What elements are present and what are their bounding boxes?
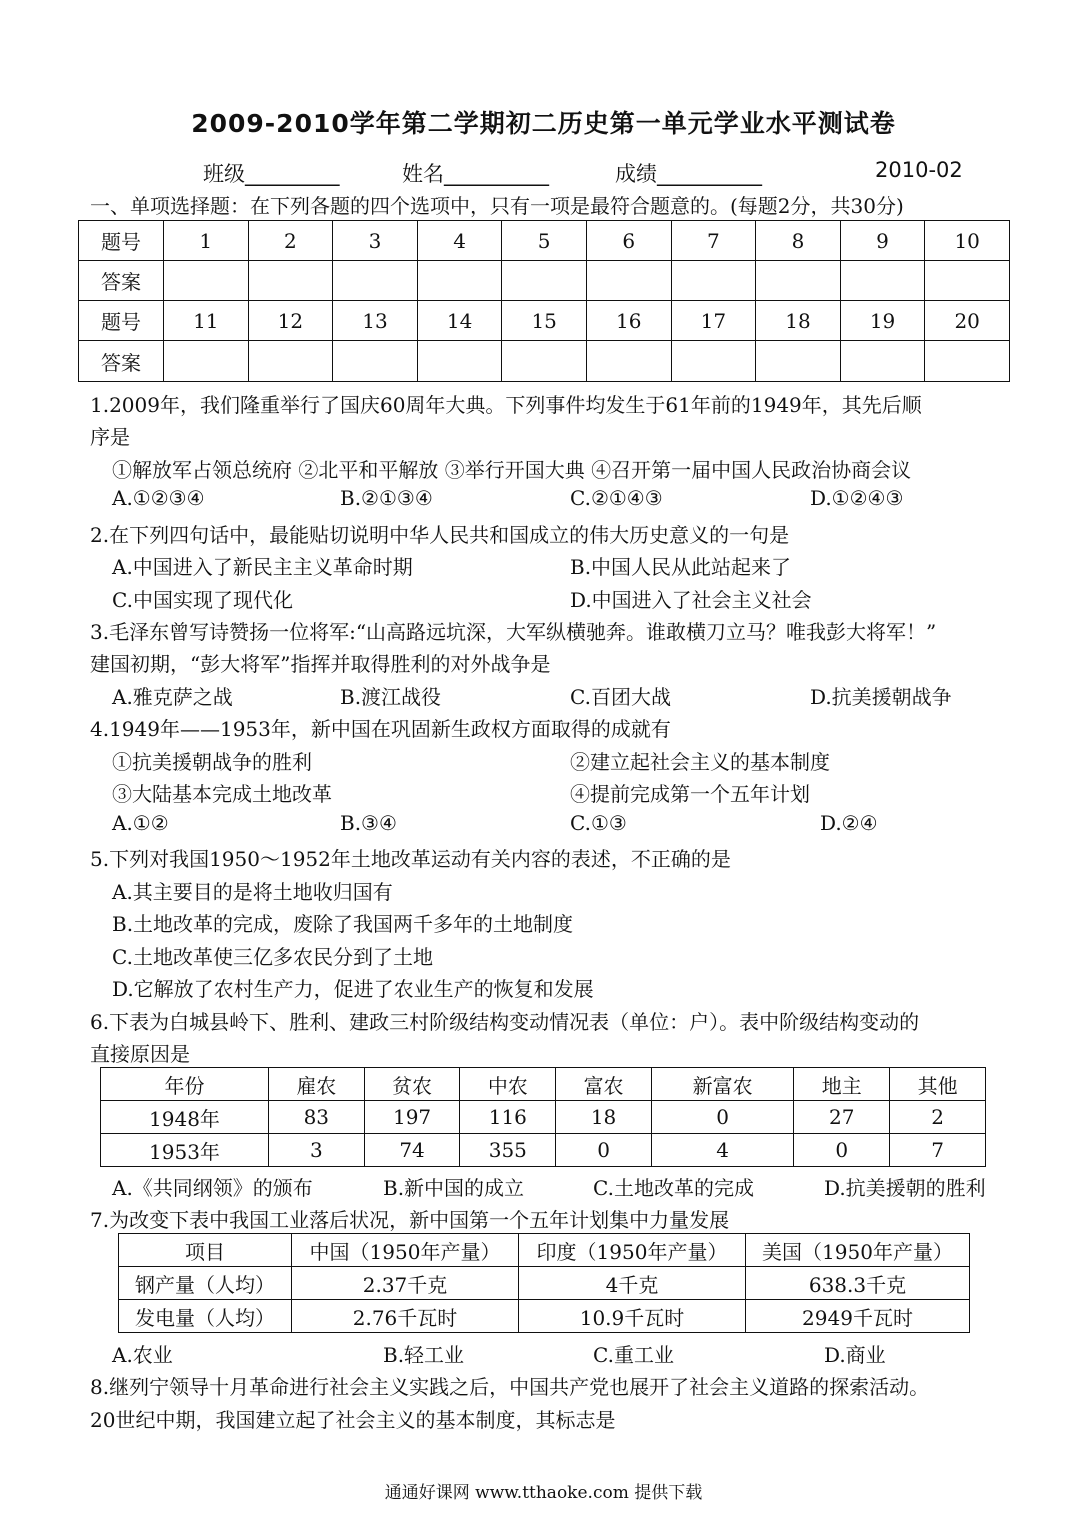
answer-box[interactable]	[502, 261, 587, 301]
answer-box[interactable]	[248, 341, 333, 382]
q4-item-1: ①抗美援朝战争的胜利	[112, 750, 312, 774]
q4-stem: 4.1949年——1953年，新中国在巩固新生政权方面取得的成就有	[90, 717, 671, 741]
table-row	[101, 1134, 986, 1167]
grid-cell: 17	[671, 301, 756, 341]
table-cell: 0	[556, 1134, 652, 1167]
grid-head: 答案	[79, 261, 164, 301]
q7-option-d: D.商业	[824, 1343, 886, 1367]
grid-cell: 8	[756, 221, 841, 261]
table-cell: 钢产量（人均）	[119, 1267, 292, 1300]
answer-box[interactable]	[417, 261, 502, 301]
table-header: 美国（1950年产量）	[746, 1234, 970, 1267]
q7-option-b: B.轻工业	[383, 1343, 465, 1367]
grid-head: 答案	[79, 341, 164, 382]
answer-box[interactable]	[671, 341, 756, 382]
table-cell: 83	[268, 1101, 364, 1134]
table-header: 印度（1950年产量）	[519, 1234, 746, 1267]
answer-box[interactable]	[925, 261, 1010, 301]
answer-box[interactable]	[333, 261, 418, 301]
table-header: 年份	[101, 1068, 269, 1101]
table-cell: 27	[794, 1101, 890, 1134]
q8-stem: 8.继列宁领导十月革命进行社会主义实践之后，中国共产党也展开了社会主义道路的探索活动。	[90, 1375, 930, 1399]
q6-option-d: D.抗美援朝的胜利	[824, 1176, 986, 1200]
q1-option-c: C.②①④③	[570, 486, 663, 510]
table-cell: 18	[556, 1101, 652, 1134]
date: 2010-02	[875, 158, 963, 182]
table-cell: 2.37千克	[292, 1267, 519, 1300]
answer-grid	[78, 220, 1010, 382]
table-cell: 2.76千瓦时	[292, 1300, 519, 1333]
q4-option-b: B.③④	[340, 811, 397, 835]
q1-option-b: B.②①③④	[340, 486, 433, 510]
answer-box[interactable]	[502, 341, 587, 382]
q5-option-b: B.土地改革的完成，废除了我国两千多年的土地制度	[112, 912, 574, 936]
q6-stem: 6.下表为白城县岭下、胜利、建政三村阶级结构变动情况表（单位：户）。表中阶级结构变动的	[90, 1010, 920, 1034]
table-cell: 10.9千瓦时	[519, 1300, 746, 1333]
industry-table	[118, 1233, 970, 1333]
q5-stem: 5.下列对我国1950～1952年土地改革运动有关内容的表述，不正确的是	[90, 847, 731, 871]
q4-item-2: ②建立起社会主义的基本制度	[570, 750, 830, 774]
q8-stem-cont: 20世纪中期，我国建立起了社会主义的基本制度，其标志是	[90, 1408, 616, 1432]
name-label: 姓名__________	[402, 162, 549, 186]
q7-option-a: A.农业	[112, 1343, 173, 1367]
answer-box[interactable]	[840, 261, 925, 301]
q2-stem: 2.在下列四句话中，最能贴切说明中华人民共和国成立的伟大历史意义的一句是	[90, 523, 790, 547]
q1-option-a: A.①②③④	[112, 486, 205, 510]
grid-cell: 18	[756, 301, 841, 341]
table-cell: 发电量（人均）	[119, 1300, 292, 1333]
q1-stem-cont: 序是	[90, 425, 130, 449]
table-cell: 3	[268, 1134, 364, 1167]
grid-cell: 7	[671, 221, 756, 261]
answer-box[interactable]	[756, 261, 841, 301]
q3-stem: 3.毛泽东曾写诗赞扬一位将军:“山高路远坑深，大军纵横驰奔。谁敢横刀立马？唯我彭大将军！”	[90, 620, 937, 644]
answer-box[interactable]	[248, 261, 333, 301]
q6-option-c: C.土地改革的完成	[593, 1176, 754, 1200]
q2-option-b: B.中国人民从此站起来了	[570, 555, 792, 579]
grid-cell: 3	[333, 221, 418, 261]
answer-box[interactable]	[164, 261, 249, 301]
table-cell: 4	[651, 1134, 793, 1167]
q7-option-c: C.重工业	[593, 1343, 674, 1367]
table-header: 雇农	[268, 1068, 364, 1101]
grid-cell: 6	[586, 221, 671, 261]
page-title: 2009-2010学年第二学期初二历史第一单元学业水平测试卷	[191, 109, 896, 138]
table-cell: 1953年	[101, 1134, 269, 1167]
score-label: 成绩__________	[615, 162, 762, 186]
q3-option-b: B.渡江战役	[340, 685, 442, 709]
table-row	[119, 1267, 970, 1300]
q2-option-a: A.中国进入了新民主主义革命时期	[112, 555, 413, 579]
answer-box[interactable]	[756, 341, 841, 382]
q1-stem: 1.2009年，我们隆重举行了国庆60周年大典。下列事件均发生于61年前的1949年，其先后顺	[90, 393, 922, 417]
table-cell: 116	[460, 1101, 556, 1134]
q1-option-d: D.①②④③	[810, 486, 904, 510]
grid-head: 题号	[79, 301, 164, 341]
table-header: 项目	[119, 1234, 292, 1267]
table-cell: 0	[794, 1134, 890, 1167]
table-header: 中农	[460, 1068, 556, 1101]
table-header: 新富农	[651, 1068, 793, 1101]
q5-option-d: D.它解放了农村生产力，促进了农业生产的恢复和发展	[112, 977, 594, 1001]
q4-option-a: A.①②	[112, 811, 169, 835]
table-cell: 638.3千克	[746, 1267, 970, 1300]
q4-item-3: ③大陆基本完成土地改革	[112, 782, 332, 806]
q3-option-d: D.抗美援朝战争	[810, 685, 952, 709]
grid-cell: 15	[502, 301, 587, 341]
answer-box[interactable]	[671, 261, 756, 301]
table-cell: 2949千瓦时	[746, 1300, 970, 1333]
table-cell: 4千克	[519, 1267, 746, 1300]
grid-cell: 20	[925, 301, 1010, 341]
q2-option-c: C.中国实现了现代化	[112, 588, 293, 612]
answer-box[interactable]	[417, 341, 502, 382]
table-row	[101, 1101, 986, 1134]
q6-stem-cont: 直接原因是	[90, 1042, 190, 1066]
q1-items: ①解放军占领总统府 ②北平和平解放 ③举行开国大典 ④召开第一届中国人民政治协商会议	[112, 458, 912, 482]
q5-option-c: C.土地改革使三亿多农民分到了土地	[112, 945, 433, 969]
table-header: 富农	[556, 1068, 652, 1101]
table-cell: 2	[890, 1101, 986, 1134]
grid-cell: 2	[248, 221, 333, 261]
q3-option-a: A.雅克萨之战	[112, 685, 233, 709]
q2-option-d: D.中国进入了社会主义社会	[570, 588, 812, 612]
table-row	[119, 1300, 970, 1333]
q4-option-c: C.①③	[570, 811, 627, 835]
table-header: 中国（1950年产量）	[292, 1234, 519, 1267]
table-header: 地主	[794, 1068, 890, 1101]
table-cell: 74	[364, 1134, 460, 1167]
grid-cell: 14	[417, 301, 502, 341]
table-cell: 197	[364, 1101, 460, 1134]
table-cell: 1948年	[101, 1101, 269, 1134]
table-header: 其他	[890, 1068, 986, 1101]
table-header: 贫农	[364, 1068, 460, 1101]
q3-option-c: C.百团大战	[570, 685, 671, 709]
class-label: 班级_________	[203, 162, 340, 186]
q4-item-4: ④提前完成第一个五年计划	[570, 782, 810, 806]
grid-cell: 19	[840, 301, 925, 341]
grid-head: 题号	[79, 221, 164, 261]
grid-cell: 4	[417, 221, 502, 261]
class-structure-table	[100, 1067, 986, 1167]
footer: 通通好课网 www.tthaoke.com 提供下载	[384, 1483, 703, 1503]
answer-box[interactable]	[925, 341, 1010, 382]
answer-box[interactable]	[840, 341, 925, 382]
answer-box[interactable]	[586, 261, 671, 301]
q5-option-a: A.其主要目的是将土地收归国有	[112, 880, 393, 904]
q6-option-b: B.新中国的成立	[383, 1176, 525, 1200]
answer-box[interactable]	[333, 341, 418, 382]
answer-box[interactable]	[164, 341, 249, 382]
grid-cell: 5	[502, 221, 587, 261]
table-cell: 7	[890, 1134, 986, 1167]
grid-cell: 10	[925, 221, 1010, 261]
grid-cell: 1	[164, 221, 249, 261]
section-heading: 一、单项选择题：在下列各题的四个选项中，只有一项是最符合题意的。(每题2分，共30分)	[90, 194, 904, 218]
q3-stem-cont: 建国初期，“彭大将军”指挥并取得胜利的对外战争是	[90, 652, 551, 676]
grid-cell: 11	[164, 301, 249, 341]
grid-cell: 13	[333, 301, 418, 341]
answer-box[interactable]	[586, 341, 671, 382]
q7-stem: 7.为改变下表中我国工业落后状况，新中国第一个五年计划集中力量发展	[90, 1208, 730, 1232]
q6-option-a: A.《共同纲领》的颁布	[112, 1176, 313, 1200]
grid-cell: 16	[586, 301, 671, 341]
q4-option-d: D.②④	[820, 811, 878, 835]
table-cell: 355	[460, 1134, 556, 1167]
grid-cell: 9	[840, 221, 925, 261]
table-cell: 0	[651, 1101, 793, 1134]
grid-cell: 12	[248, 301, 333, 341]
